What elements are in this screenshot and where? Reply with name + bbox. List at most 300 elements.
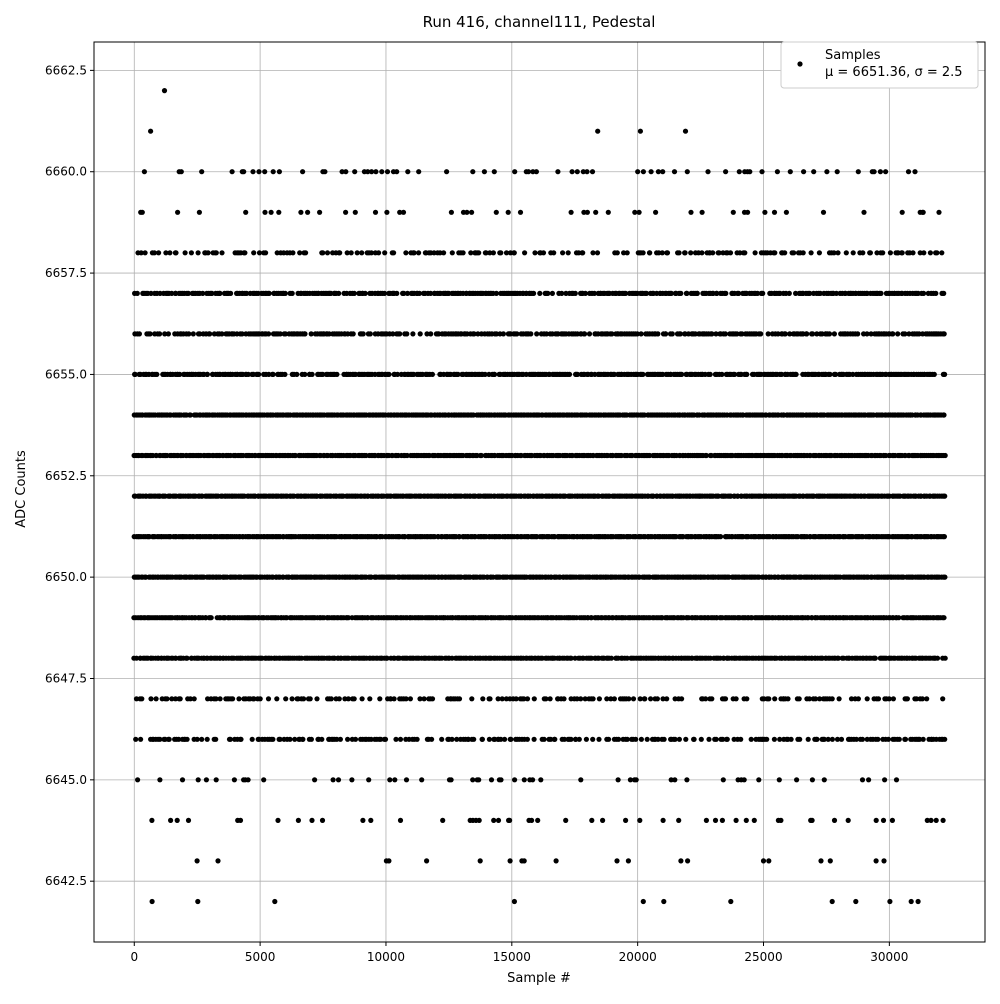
data-point	[416, 250, 421, 255]
data-point	[928, 818, 933, 823]
data-point	[186, 331, 191, 336]
data-point	[492, 372, 497, 377]
data-point	[665, 250, 670, 255]
data-point	[478, 858, 483, 863]
data-point	[309, 818, 314, 823]
data-point	[287, 737, 292, 742]
data-point	[180, 777, 185, 782]
data-point	[532, 737, 537, 742]
data-point	[283, 696, 288, 701]
data-point	[728, 899, 733, 904]
data-point	[334, 372, 339, 377]
data-point	[480, 696, 485, 701]
data-point	[789, 737, 794, 742]
data-point	[634, 777, 639, 782]
data-point	[368, 818, 373, 823]
data-point	[785, 696, 790, 701]
data-point	[942, 331, 947, 336]
data-point	[302, 331, 307, 336]
data-point	[563, 818, 568, 823]
data-point	[512, 899, 517, 904]
data-point	[449, 777, 454, 782]
data-point	[921, 291, 926, 296]
data-point	[166, 331, 171, 336]
data-point	[439, 737, 444, 742]
data-point	[178, 696, 183, 701]
data-point	[219, 250, 224, 255]
data-point	[383, 737, 388, 742]
data-point	[230, 696, 235, 701]
data-point	[827, 331, 832, 336]
data-point	[616, 777, 621, 782]
data-point	[791, 250, 796, 255]
data-point	[916, 899, 921, 904]
data-point	[300, 737, 305, 742]
data-point	[723, 331, 728, 336]
data-point	[704, 818, 709, 823]
data-point	[648, 696, 653, 701]
data-point	[508, 858, 513, 863]
data-point	[942, 372, 947, 377]
data-point	[366, 777, 371, 782]
data-point	[196, 777, 201, 782]
data-point	[476, 777, 481, 782]
data-point	[942, 534, 947, 539]
data-point	[830, 696, 835, 701]
data-point	[471, 737, 476, 742]
data-point	[512, 250, 517, 255]
data-point	[822, 777, 827, 782]
data-point	[670, 331, 675, 336]
data-point	[742, 777, 747, 782]
data-point	[623, 818, 628, 823]
data-point	[878, 291, 883, 296]
data-point	[440, 818, 445, 823]
data-point	[275, 818, 280, 823]
data-point	[692, 737, 697, 742]
data-point	[578, 696, 583, 701]
data-point	[531, 291, 536, 296]
data-point	[154, 696, 159, 701]
data-point	[932, 372, 937, 377]
data-point	[476, 250, 481, 255]
data-point	[935, 656, 940, 661]
data-point	[672, 777, 677, 782]
data-point	[345, 737, 350, 742]
data-point	[359, 250, 364, 255]
data-point	[678, 858, 683, 863]
data-point	[640, 372, 645, 377]
data-point	[522, 858, 527, 863]
data-point	[695, 291, 700, 296]
data-point	[804, 331, 809, 336]
data-point	[167, 737, 172, 742]
data-point	[714, 737, 719, 742]
data-point	[507, 818, 512, 823]
data-point	[498, 777, 503, 782]
data-point	[238, 818, 243, 823]
data-point	[645, 737, 650, 742]
data-point	[186, 818, 191, 823]
data-point	[150, 899, 155, 904]
data-point	[272, 899, 277, 904]
data-point	[496, 818, 501, 823]
data-point	[683, 250, 688, 255]
data-point	[881, 818, 886, 823]
data-point	[744, 818, 749, 823]
data-point	[238, 737, 243, 742]
data-point	[205, 737, 210, 742]
data-point	[157, 777, 162, 782]
data-point	[663, 331, 668, 336]
data-point	[860, 777, 865, 782]
data-point	[367, 696, 372, 701]
data-point	[308, 696, 313, 701]
data-point	[428, 331, 433, 336]
data-point	[941, 615, 946, 620]
data-point	[528, 331, 533, 336]
data-point	[450, 250, 455, 255]
data-point	[615, 250, 620, 255]
data-point	[940, 696, 945, 701]
data-point	[567, 372, 572, 377]
data-point	[742, 250, 747, 255]
data-point	[386, 858, 391, 863]
data-point	[641, 899, 646, 904]
data-point	[393, 737, 398, 742]
data-point	[487, 737, 492, 742]
data-point	[232, 777, 237, 782]
data-point	[577, 737, 582, 742]
data-point	[296, 818, 301, 823]
data-point	[890, 331, 895, 336]
data-point	[148, 331, 153, 336]
data-point	[934, 818, 939, 823]
data-point	[320, 818, 325, 823]
data-point	[213, 737, 218, 742]
data-point	[314, 696, 319, 701]
data-point	[449, 737, 454, 742]
data-point	[661, 899, 666, 904]
data-point	[135, 777, 140, 782]
data-point	[461, 250, 466, 255]
data-point	[469, 696, 474, 701]
data-point	[886, 737, 891, 742]
data-point	[734, 696, 739, 701]
data-point	[806, 737, 811, 742]
data-point	[415, 737, 420, 742]
data-point	[787, 291, 792, 296]
data-point	[766, 696, 771, 701]
data-point	[639, 331, 644, 336]
data-point	[550, 291, 555, 296]
data-point	[303, 250, 308, 255]
data-point	[612, 696, 617, 701]
data-point	[338, 737, 343, 742]
data-point	[941, 291, 946, 296]
data-point	[352, 696, 357, 701]
data-point	[386, 372, 391, 377]
data-point	[408, 696, 413, 701]
data-point	[942, 494, 947, 499]
data-point	[794, 372, 799, 377]
data-point	[890, 818, 895, 823]
data-point	[430, 372, 435, 377]
data-point	[491, 818, 496, 823]
data-point	[708, 372, 713, 377]
data-point	[942, 737, 947, 742]
data-point	[214, 777, 219, 782]
data-point	[568, 737, 573, 742]
data-point	[310, 372, 315, 377]
data-point	[860, 737, 865, 742]
data-point	[561, 696, 566, 701]
data-point	[625, 250, 630, 255]
data-point	[637, 818, 642, 823]
data-point	[814, 737, 819, 742]
data-point	[498, 250, 503, 255]
data-point	[377, 696, 382, 701]
data-point	[250, 737, 255, 742]
data-point	[320, 250, 325, 255]
data-point	[830, 899, 835, 904]
data-point	[337, 250, 342, 255]
data-point	[501, 331, 506, 336]
data-point	[662, 737, 667, 742]
data-point	[312, 777, 317, 782]
data-point	[337, 696, 342, 701]
data-point	[573, 291, 578, 296]
data-point	[933, 291, 938, 296]
data-point	[797, 696, 802, 701]
data-point	[580, 250, 585, 255]
data-point	[677, 250, 682, 255]
data-point	[794, 777, 799, 782]
data-point	[419, 777, 424, 782]
data-point	[525, 737, 530, 742]
data-point	[810, 818, 815, 823]
data-point	[772, 737, 777, 742]
data-point	[542, 737, 547, 742]
data-point	[758, 331, 763, 336]
data-point	[261, 777, 266, 782]
data-point	[688, 250, 693, 255]
data-point	[309, 737, 314, 742]
data-point	[866, 777, 871, 782]
data-point	[398, 737, 403, 742]
data-point	[529, 818, 534, 823]
data-point	[173, 250, 178, 255]
data-point	[738, 737, 743, 742]
data-point	[685, 858, 690, 863]
data-point	[723, 291, 728, 296]
data-point	[290, 250, 295, 255]
data-point	[655, 696, 660, 701]
data-point	[392, 696, 397, 701]
data-point	[410, 331, 415, 336]
data-point	[382, 250, 387, 255]
data-point	[941, 412, 946, 417]
data-point	[218, 696, 223, 701]
data-point	[525, 696, 530, 701]
data-point	[508, 737, 513, 742]
data-point	[477, 818, 482, 823]
data-point	[734, 818, 739, 823]
data-point	[532, 696, 537, 701]
data-point	[535, 818, 540, 823]
data-point	[191, 331, 196, 336]
data-point	[270, 737, 275, 742]
data-point	[720, 818, 725, 823]
data-point	[215, 858, 220, 863]
data-point	[810, 777, 815, 782]
data-point	[887, 899, 892, 904]
data-point	[258, 696, 263, 701]
data-point	[590, 250, 595, 255]
data-point	[941, 818, 946, 823]
data-point	[355, 250, 360, 255]
data-point	[832, 818, 837, 823]
data-point	[290, 291, 295, 296]
data-point	[175, 818, 180, 823]
data-point	[283, 291, 288, 296]
data-point	[641, 250, 646, 255]
data-point	[728, 250, 733, 255]
data-point	[616, 737, 621, 742]
data-point	[684, 777, 689, 782]
data-point	[756, 777, 761, 782]
data-point	[336, 777, 341, 782]
data-point	[387, 777, 392, 782]
data-point	[195, 899, 200, 904]
data-point	[251, 250, 256, 255]
data-point	[206, 250, 211, 255]
data-point	[664, 696, 669, 701]
data-point	[837, 696, 842, 701]
data-point	[204, 777, 209, 782]
data-point	[633, 737, 638, 742]
data-point	[766, 858, 771, 863]
data-point	[865, 696, 870, 701]
data-point	[376, 250, 381, 255]
data-point	[764, 737, 769, 742]
data-point	[441, 250, 446, 255]
data-point	[256, 372, 261, 377]
data-point	[148, 696, 153, 701]
data-point	[363, 291, 368, 296]
data-point	[209, 615, 214, 620]
data-point	[422, 696, 427, 701]
data-point	[457, 696, 462, 701]
data-point	[718, 534, 723, 539]
data-point	[596, 737, 601, 742]
data-point	[246, 777, 251, 782]
data-point	[512, 777, 517, 782]
data-point	[538, 777, 543, 782]
data-point	[195, 858, 200, 863]
data-point	[642, 696, 647, 701]
data-point	[183, 250, 188, 255]
data-point	[156, 250, 161, 255]
data-point	[891, 696, 896, 701]
data-point	[683, 737, 688, 742]
data-point	[706, 737, 711, 742]
data-point	[392, 777, 397, 782]
data-point	[713, 818, 718, 823]
data-point	[429, 737, 434, 742]
data-point	[897, 737, 902, 742]
data-point	[876, 696, 881, 701]
data-point	[282, 372, 287, 377]
data-point	[753, 250, 758, 255]
data-point	[545, 291, 550, 296]
data-point	[530, 777, 535, 782]
data-point	[600, 818, 605, 823]
data-point	[353, 737, 358, 742]
data-point	[361, 331, 366, 336]
data-point	[133, 737, 138, 742]
data-point	[138, 737, 143, 742]
data-point	[846, 818, 851, 823]
data-point	[699, 737, 704, 742]
data-point	[391, 250, 396, 255]
data-point	[360, 818, 365, 823]
data-point	[397, 331, 402, 336]
data-point	[772, 250, 777, 255]
data-point	[164, 696, 169, 701]
data-point	[325, 250, 330, 255]
data-point	[875, 737, 880, 742]
data-point	[709, 696, 714, 701]
data-point	[143, 250, 148, 255]
data-point	[921, 737, 926, 742]
data-point	[660, 250, 665, 255]
data-point	[349, 777, 354, 782]
data-point	[537, 291, 542, 296]
data-point	[710, 250, 715, 255]
data-point	[195, 737, 200, 742]
data-point	[874, 818, 879, 823]
data-point	[263, 250, 268, 255]
data-point	[398, 818, 403, 823]
data-point	[290, 696, 295, 701]
data-point	[723, 696, 728, 701]
data-point	[639, 737, 644, 742]
data-point	[626, 696, 631, 701]
data-point	[228, 291, 233, 296]
data-point	[924, 696, 929, 701]
data-point	[424, 858, 429, 863]
data-point	[760, 291, 765, 296]
data-point	[832, 331, 837, 336]
data-point	[582, 331, 587, 336]
data-point	[744, 696, 749, 701]
data-point	[591, 696, 596, 701]
data-point	[168, 818, 173, 823]
data-point	[589, 818, 594, 823]
data-point	[199, 737, 204, 742]
data-point	[943, 656, 948, 661]
data-point	[192, 696, 197, 701]
data-point	[797, 737, 802, 742]
data-point	[271, 372, 276, 377]
data-point	[578, 777, 583, 782]
data-point	[856, 696, 861, 701]
data-point	[699, 250, 704, 255]
data-point	[853, 899, 858, 904]
data-point	[336, 291, 341, 296]
data-point	[772, 696, 777, 701]
